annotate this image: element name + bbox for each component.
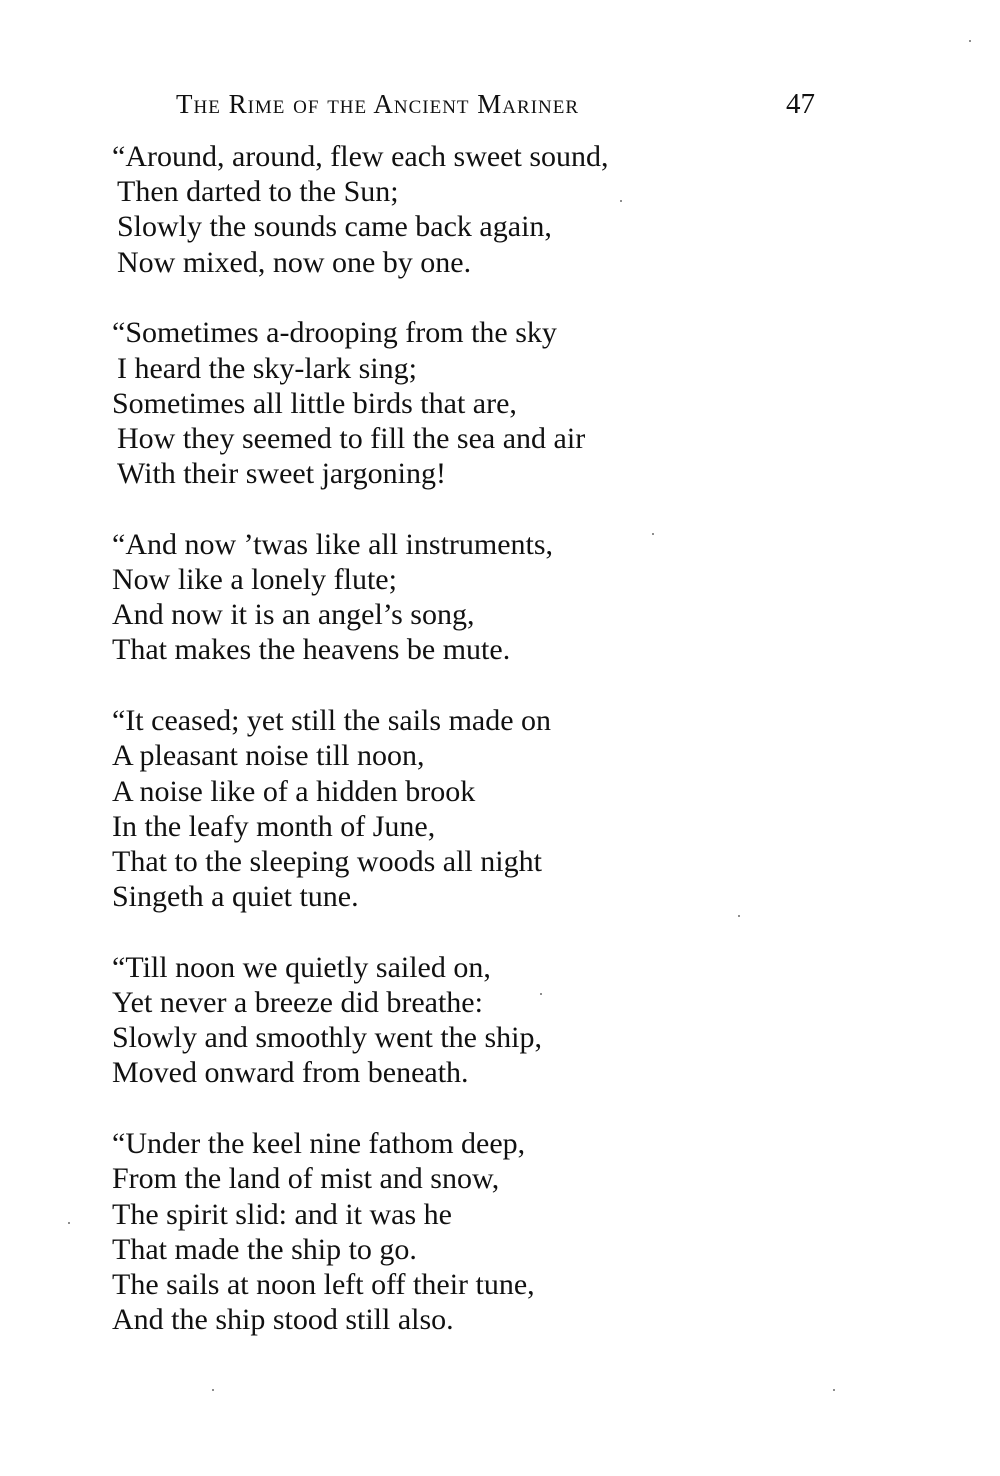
poem-line: That makes the heavens be mute. xyxy=(112,633,511,667)
poem-line: A noise like of a hidden brook xyxy=(112,774,476,808)
stanza xyxy=(112,139,812,280)
poem-line: Yet never a breeze did breathe: xyxy=(112,986,483,1020)
scan-speck xyxy=(540,993,542,995)
poem-line: “Sometimes a-drooping from the sky xyxy=(112,316,557,350)
poem-line: “Around, around, flew each sweet sound, xyxy=(112,140,609,173)
scan-speck xyxy=(738,915,740,917)
poem-line: Then darted to the Sun; xyxy=(117,175,399,209)
poem-line: Now mixed, now one by one. xyxy=(117,245,472,279)
poem-line: How they seemed to fill the sea and air xyxy=(117,421,586,455)
poem-line: And now it is an angel’s song, xyxy=(112,598,475,632)
poem-line: A pleasant noise till noon, xyxy=(112,739,425,773)
poem-line: Singeth a quiet tune. xyxy=(112,880,359,914)
poem-line: The sails at noon left off their tune, xyxy=(112,1267,535,1301)
poem-body xyxy=(112,139,812,1373)
stanza xyxy=(112,315,812,491)
poem-line: That made the ship to go. xyxy=(112,1232,417,1266)
poem-line: “And now ’twas like all instruments, xyxy=(112,527,554,561)
poem-line: From the land of mist and snow, xyxy=(112,1162,500,1196)
running-title: The Rime of the Ancient Mariner xyxy=(176,89,580,119)
poem-line: That to the sleeping woods all night xyxy=(112,844,542,878)
stanza xyxy=(112,703,812,914)
poem-line: “Till noon we quietly sailed on, xyxy=(112,950,491,984)
scan-speck xyxy=(969,40,971,42)
scan-speck xyxy=(620,200,622,202)
stanza xyxy=(112,950,812,1091)
scan-speck xyxy=(212,1389,214,1391)
poem-line: Sometimes all little birds that are, xyxy=(112,386,517,420)
poem-line: I heard the sky-lark sing; xyxy=(117,351,417,385)
poem-line: In the leafy month of June, xyxy=(112,809,436,843)
stanza xyxy=(112,1126,812,1337)
scan-speck xyxy=(833,1389,835,1391)
poem-line: Slowly the sounds came back again, xyxy=(117,210,552,244)
page-number: 47 xyxy=(786,88,815,120)
poem-line: Slowly and smoothly went the ship, xyxy=(112,1021,542,1055)
poem-line: And the ship stood still also. xyxy=(112,1303,454,1337)
poem-line: With their sweet jargoning! xyxy=(117,457,446,491)
poem-line: Now like a lonely flute; xyxy=(112,563,397,597)
poem-line: “It ceased; yet still the sails made on xyxy=(112,704,552,738)
scan-speck xyxy=(652,533,654,535)
scan-speck xyxy=(68,1222,70,1224)
poem-line: The spirit slid: and it was he xyxy=(112,1197,452,1231)
poem-line: Moved onward from beneath. xyxy=(112,1056,469,1090)
stanza xyxy=(112,527,812,668)
poem-line: “Under the keel nine fathom deep, xyxy=(112,1127,526,1161)
